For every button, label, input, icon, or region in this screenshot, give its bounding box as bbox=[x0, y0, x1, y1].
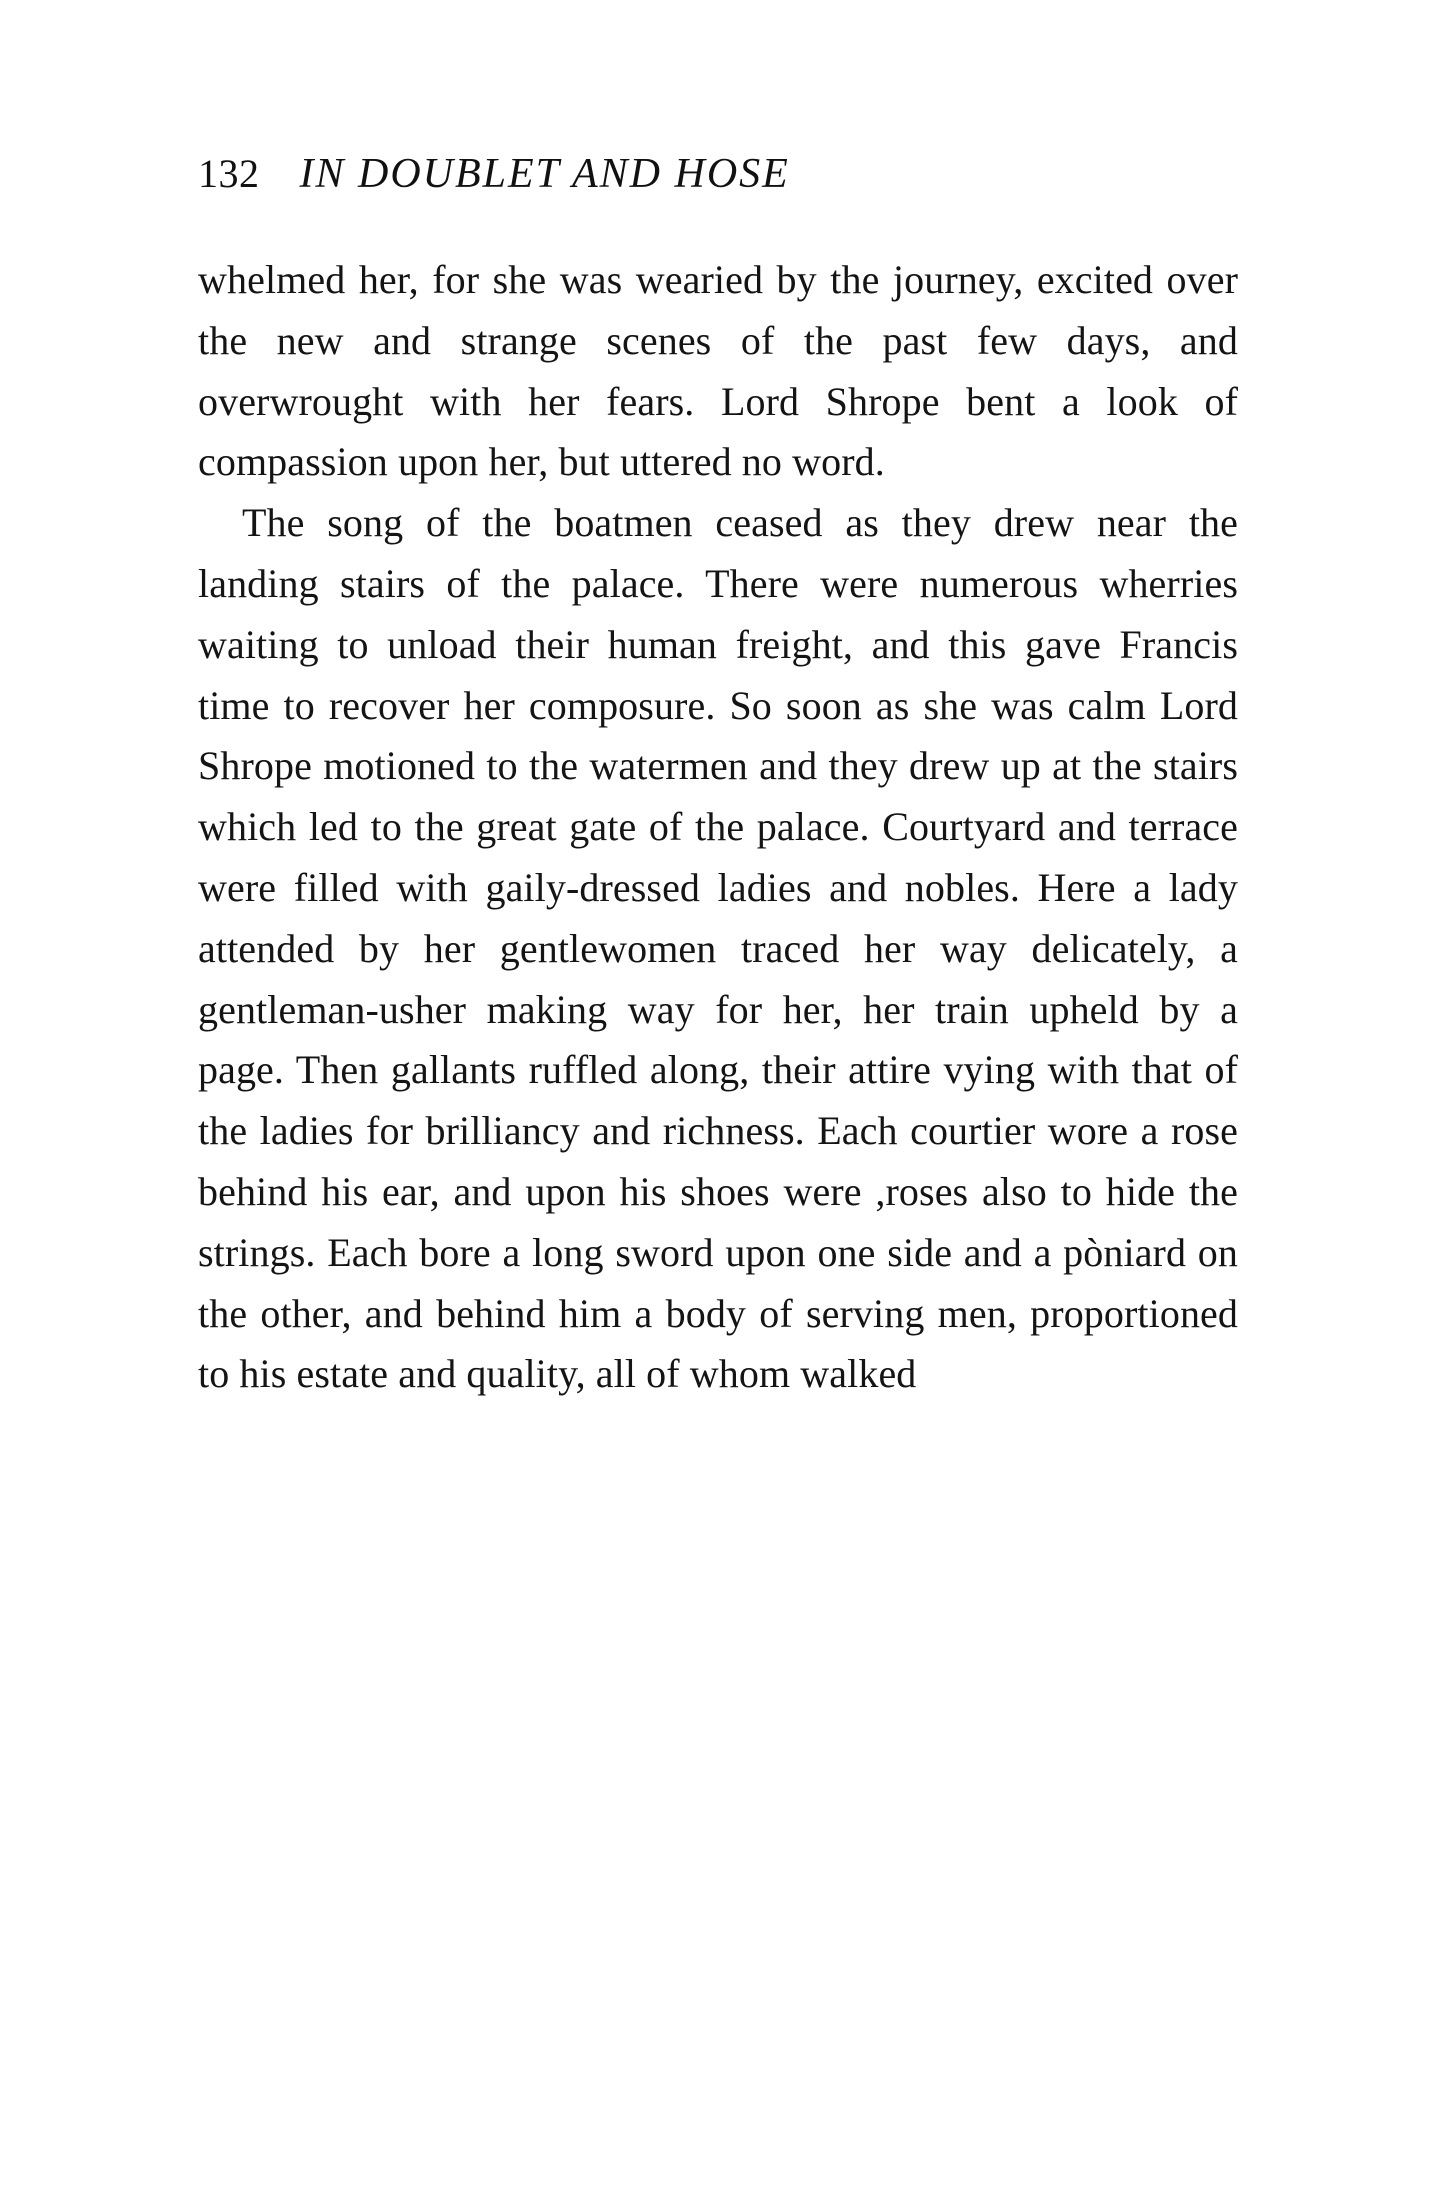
running-head bbox=[198, 150, 1238, 198]
page-number: 132 bbox=[198, 151, 260, 196]
paragraph: The song of the boatmen ceased as they drew near the landing stairs of the palace. There were numerous wherries waiting to unload their human freight, and this gave Francis time to recover her composure. So soon as she was calm Lord Shrope motioned to the watermen and they drew up at the stairs which led to the great gate of the palace. Courtyard and terrace were filled with gaily-dressed ladies and nobles. Here a lady attended by her gentlewomen traced her way delicately, a gentleman-usher making way for her, her train upheld by a page. Then gallants ruffled along, their attire vying with that of the ladies for brilliancy and richness. Each courtier wore a rose behind his ear, and upon his shoes were ,roses also to hide the strings. Each bore a long sword upon one side and a pòniard on the other, and behind him a body of serving men, proportioned to his estate and quality, all of whom walked bbox=[198, 500, 1238, 1397]
running-title: IN DOUBLET AND HOSE bbox=[299, 151, 790, 197]
body-text bbox=[198, 250, 1238, 1405]
paragraph: whelmed her, for she was wearied by the journey, excited over the new and strange scenes of the past few days, and overwrought with her fears. Lord Shrope bent a look of compassion upon her, but uttered no word. bbox=[198, 257, 1238, 485]
page-content bbox=[198, 150, 1238, 1405]
